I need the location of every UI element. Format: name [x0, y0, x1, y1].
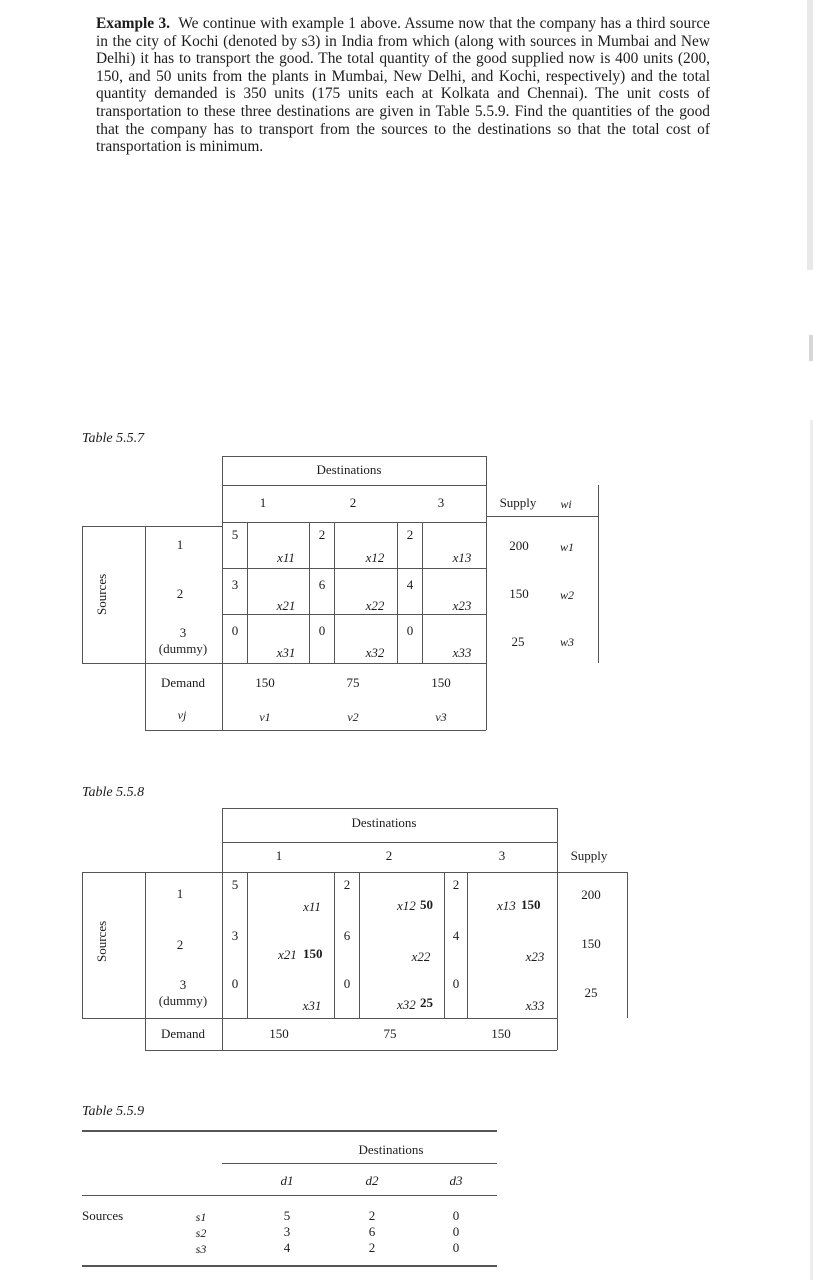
var-cell: x33: [452, 645, 472, 660]
cost-cell: 5: [231, 877, 239, 892]
row-label: 2: [176, 586, 184, 601]
col-head-1: 1: [275, 848, 283, 863]
w-cell: w1: [559, 540, 575, 554]
cost-cell: 0: [452, 976, 460, 991]
table-5-5-7-caption: Table 5.5.7: [82, 431, 145, 446]
col-head-2: 2: [385, 848, 393, 863]
w-cell: w3: [559, 635, 575, 649]
cost-cell: 0: [452, 1208, 460, 1223]
cost-cell: 6: [318, 577, 326, 592]
row-label: 1: [176, 537, 184, 552]
destinations-label: Destinations: [316, 462, 382, 477]
intro-paragraph: [96, 15, 710, 156]
cost-cell: 3: [283, 1224, 291, 1239]
alloc-cell: 150: [303, 946, 323, 961]
var-cell: x32: [365, 645, 385, 660]
cost-cell: 2: [368, 1208, 376, 1223]
cost-cell: 0: [231, 976, 239, 991]
var-cell: x12: [365, 550, 385, 565]
source-s1: s1: [195, 1210, 207, 1224]
v-cell: v1: [259, 710, 271, 724]
table-5-5-9-caption: Table 5.5.9: [82, 1104, 145, 1119]
cost-cell: 0: [452, 1240, 460, 1255]
cost-cell: 2: [406, 527, 414, 542]
example-text: We continue with example 1 above. Assume now that the company has a third source in the city of Kochi (denoted by s3) in India from which (along with sources in Mumbai and New Delhi) it has to transport the good. The total quantity of the good supplied now is 400 units (200, 150, and 50 units from the plants in Mumbai, New Delhi, and Kochi, respectively) and the total quantity demanded is 350 units (175 units each at Kolkata and Chennai). The unit costs of transportation to these three destinations are given in Table 5.5.9. Find the quantities of the good that the company has to transport from the sources to the destinations so that the total cost of transportation is minimum.: [96, 15, 710, 156]
var-cell: x11: [303, 899, 321, 914]
demand-cell: 75: [346, 675, 360, 690]
cost-cell: 2: [452, 877, 460, 892]
var-cell: x22: [411, 949, 431, 964]
supply-cell: 150: [581, 936, 601, 951]
alloc-cell: 150: [521, 897, 541, 912]
var-cell: x33: [525, 998, 545, 1013]
supply-cell: 150: [509, 586, 529, 601]
demand-cell: 150: [431, 675, 451, 690]
row-label: 3: [179, 977, 187, 992]
destinations-label: Destinations: [351, 815, 417, 830]
cost-cell: 4: [406, 577, 414, 592]
var-cell: x21: [276, 598, 296, 613]
cost-cell: 2: [368, 1240, 376, 1255]
cost-cell: 4: [452, 928, 460, 943]
supply-cell: 25: [511, 634, 525, 649]
row-label: 3: [179, 625, 187, 640]
cost-cell: 0: [406, 623, 414, 638]
row-label-dummy: (dummy): [158, 993, 208, 1008]
cost-cell: 0: [452, 1224, 460, 1239]
col-head-d1: d1: [280, 1173, 294, 1188]
alloc-cell: 25: [420, 995, 433, 1010]
cost-cell: 5: [231, 527, 239, 542]
col-head-d3: d3: [449, 1173, 463, 1188]
col-head-3: 3: [437, 495, 445, 510]
col-head-1: 1: [259, 495, 267, 510]
demand-cell: 150: [269, 1026, 289, 1041]
cost-cell: 0: [231, 623, 239, 638]
var-cell: x31: [302, 998, 322, 1013]
vj-label: vj: [177, 708, 187, 722]
source-s2: s2: [195, 1226, 207, 1240]
page-edge-mark: [809, 335, 813, 361]
var-cell: x12: [397, 898, 416, 913]
cost-cell: 6: [343, 928, 351, 943]
demand-cell: 150: [491, 1026, 511, 1041]
supply-cell: 25: [584, 985, 598, 1000]
var-cell: x11: [277, 550, 295, 565]
sources-label: Sources: [94, 573, 109, 615]
alloc-cell: 50: [420, 897, 433, 912]
example-heading: Example 3.: [96, 15, 171, 32]
supply-header: Supply: [499, 495, 537, 510]
var-cell: x21: [278, 947, 297, 962]
cost-cell: 0: [318, 623, 326, 638]
var-cell: x23: [452, 598, 472, 613]
demand-label: Demand: [160, 675, 206, 690]
cost-cell: 6: [368, 1224, 376, 1239]
destinations-label: Destinations: [358, 1142, 424, 1157]
supply-cell: 200: [581, 887, 601, 902]
v-cell: v2: [347, 710, 359, 724]
row-label: 1: [176, 886, 184, 901]
col-head-2: 2: [349, 495, 357, 510]
sources-label: Sources: [94, 920, 109, 962]
sources-label: Sources: [82, 1208, 124, 1223]
page-edge-mark: [807, 0, 813, 270]
row-label-dummy: (dummy): [158, 641, 208, 656]
source-s3: s3: [195, 1242, 207, 1256]
var-cell: x32: [397, 997, 416, 1012]
var-cell: x13: [497, 898, 516, 913]
cost-cell: 2: [343, 877, 351, 892]
table-5-5-8-caption: Table 5.5.8: [82, 785, 145, 800]
w-cell: w2: [559, 588, 575, 602]
cost-cell: 5: [283, 1208, 291, 1223]
demand-cell: 150: [255, 675, 275, 690]
cost-cell: 4: [283, 1240, 291, 1255]
var-cell: x13: [452, 550, 472, 565]
demand-label: Demand: [160, 1026, 206, 1041]
cost-cell: 3: [231, 928, 239, 943]
v-cell: v3: [435, 710, 447, 724]
demand-cell: 75: [383, 1026, 397, 1041]
cost-cell: 2: [318, 527, 326, 542]
cost-cell: 0: [343, 976, 351, 991]
col-head-d2: d2: [365, 1173, 379, 1188]
var-cell: x22: [365, 598, 385, 613]
col-head-3: 3: [498, 848, 506, 863]
supply-cell: 200: [509, 538, 529, 553]
wi-header: wi: [560, 497, 572, 511]
var-cell: x23: [525, 949, 545, 964]
var-cell: x31: [276, 645, 296, 660]
cost-cell: 3: [231, 577, 239, 592]
supply-header: Supply: [570, 848, 608, 863]
row-label: 2: [176, 937, 184, 952]
